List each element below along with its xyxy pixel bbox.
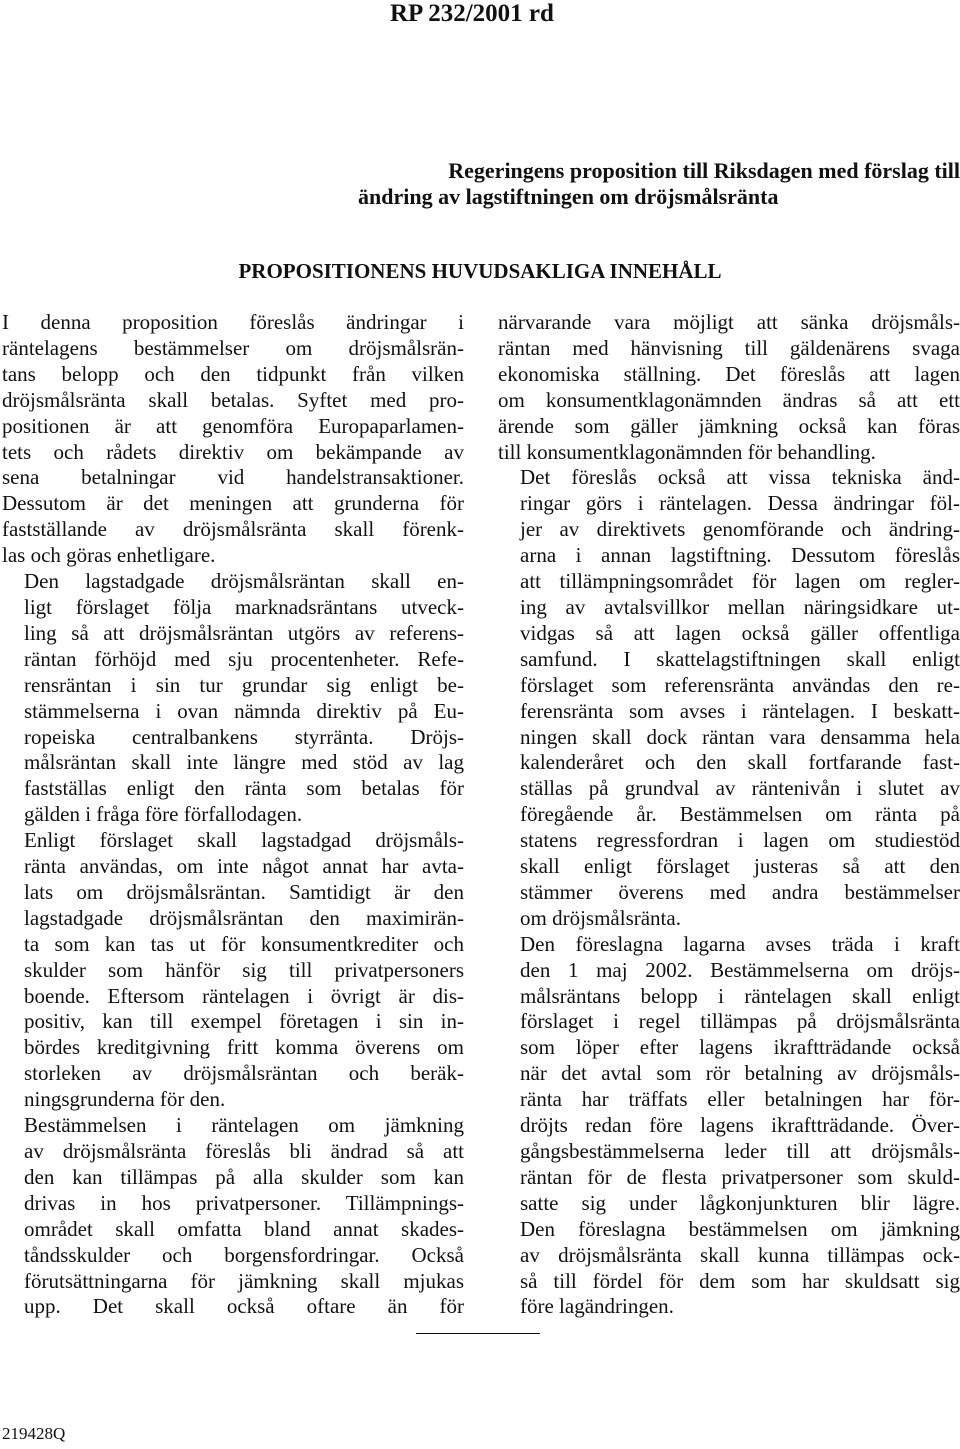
text-line: ta som kan tas ut för konsumentkrediter och <box>24 931 464 956</box>
text-line: skulder som hänför sig till privatpersoners <box>24 957 464 982</box>
left-column <box>2 310 464 1320</box>
title-line-1: Regeringens proposition till Riksdagen med förslag till <box>448 158 960 183</box>
section-heading: PROPOSITIONENS HUVUDSAKLIGA INNEHÅLL <box>238 259 722 283</box>
text-line: förslaget i regel tillämpas på dröjsmålsränta <box>520 1009 960 1034</box>
left-paragraph-3 <box>2 828 464 1113</box>
text-line: tans belopp och den tidpunkt från vilken <box>2 361 464 386</box>
text-line: den 1 maj 2002. Bestämmelserna om dröjs- <box>520 957 960 982</box>
text-line: ärende som gäller jämkning också kan föras <box>498 413 960 438</box>
title-line-2: ändring av lagstiftningen om dröjsmålsränta <box>358 184 779 209</box>
text-line: vidgas så att lagen också gäller offentliga <box>520 620 960 645</box>
text-line: samfund. I skattelagstiftningen skall enligt <box>520 646 960 671</box>
text-line: Enligt förslaget skall lagstadgad dröjsmåls- <box>24 828 464 853</box>
text-line: tåndsskulder och borgensfordringar. Också <box>24 1242 464 1267</box>
text-line: så till fördel för dem som har skuldsatt sig <box>520 1268 960 1293</box>
text-line: arna i annan lagstiftning. Dessutom föreslås <box>520 543 960 568</box>
text-line: Den föreslagna bestämmelsen om jämkning <box>520 1216 960 1241</box>
text-line: statens regressfordran i lagen om studiestöd <box>520 828 960 853</box>
text-line: positiv, kan till exempel företagen i sin in- <box>24 1009 464 1034</box>
text-line: till konsumentklagonämnden för behandling. <box>498 439 876 464</box>
text-line: upp. Det skall också oftare än för <box>24 1294 464 1319</box>
text-line: storleken av dröjsmålsräntan och beräk- <box>24 1061 464 1086</box>
text-line: när det avtal som rör betalning av dröjsmåls- <box>520 1061 960 1086</box>
text-line: I denna proposition föreslås ändringar i <box>2 310 464 334</box>
left-paragraph-1 <box>2 310 464 569</box>
text-line: ringar görs i räntelagen. Dessa ändringar föl- <box>520 491 960 516</box>
text-line: Bestämmelsen i räntelagen om jämkning <box>24 1113 464 1138</box>
text-line: ränta användas, om inte något annat har avta- <box>24 854 464 879</box>
text-line: bördes kreditgivning fritt komma överens om <box>24 1035 464 1060</box>
text-line: ing av avtalsvillkor mellan näringsidkare ut- <box>520 594 960 619</box>
print-code: 219428Q <box>2 1424 66 1443</box>
text-line: Den lagstadgade dröjsmålsräntan skall en- <box>24 569 464 594</box>
text-line: målsräntans belopp i räntelagen skall enligt <box>520 983 960 1008</box>
right-column <box>498 310 960 1320</box>
text-line: ningen skall dock räntan vara densamma hela <box>520 724 960 749</box>
text-line: ränta har träffats eller betalningen har för- <box>520 1087 960 1112</box>
text-line: rensräntan i sin tur grundar sig enligt be- <box>24 672 464 697</box>
text-line: tets och rådets direktiv om bekämpande av <box>2 439 464 464</box>
left-paragraph-2 <box>2 569 464 828</box>
text-line: Det föreslås också att vissa tekniska änd- <box>520 465 960 490</box>
text-line: fastställande av dröjsmålsränta skall förenk- <box>2 517 464 542</box>
right-paragraph-3 <box>498 932 960 1321</box>
text-line: skall enligt förslaget justeras så att den <box>520 854 960 879</box>
text-line: satte sig under lågkonjunkturen blir lägre. <box>520 1190 960 1215</box>
text-line: boende. Eftersom räntelagen i övrigt är dis- <box>24 983 464 1008</box>
text-line: drivas in hos privatpersoner. Tillämpnings- <box>24 1190 464 1215</box>
right-paragraph-2 <box>498 465 960 931</box>
text-line: dröjsmålsränta skall betalas. Syftet med pro- <box>2 387 464 412</box>
text-line: om dröjsmålsränta. <box>520 905 681 930</box>
text-line: fastställas enligt den ränta som betalas för <box>24 776 464 801</box>
left-paragraph-4 <box>2 1113 464 1320</box>
text-line: området skall omfatta bland annat skades- <box>24 1216 464 1241</box>
footnote-rule <box>416 1333 540 1334</box>
text-line: målsräntan skall inte längre med stöd av lag <box>24 750 464 775</box>
text-line: ningsgrunderna för den. <box>24 1087 226 1112</box>
text-line: kalenderåret och den skall fortfarande fast- <box>520 750 960 775</box>
text-line: stämmer överens med andra bestämmelser <box>520 879 960 904</box>
proposition-title <box>358 158 960 210</box>
text-line: gälden i fråga före förfallodagen. <box>24 802 303 827</box>
text-line: ropeiska centralbankens styrränta. Dröjs- <box>24 724 464 749</box>
text-line: förslaget som referensränta användas den re- <box>520 672 960 697</box>
text-line: av dröjsmålsränta skall kunna tillämpas ock- <box>520 1242 960 1267</box>
text-line: Den föreslagna lagarna avses träda i kraft <box>520 931 960 956</box>
text-line: före lagändringen. <box>520 1294 674 1319</box>
text-line: dröjts redan före lagens ikraftträdande. Över- <box>520 1113 960 1138</box>
text-line: ställas på grundval av räntenivån i slutet av <box>520 776 960 801</box>
document-id: RP 232/2001 rd <box>390 0 554 27</box>
text-line: positionen är att genomföra Europaparlamen- <box>2 413 464 438</box>
text-line: den kan tillämpas på alla skulder som kan <box>24 1164 464 1189</box>
text-line: ekonomiska ställning. Det föreslås att lagen <box>498 361 960 386</box>
text-line: räntan för de flesta privatpersoner som skuld- <box>520 1164 960 1189</box>
text-line: av dröjsmålsränta föreslås bli ändrad så att <box>24 1139 464 1163</box>
text-line: föregående år. Bestämmelsen om ränta på <box>520 802 960 827</box>
text-line: Dessutom är det meningen att grunderna för <box>2 491 464 516</box>
text-line: ligt förslaget följa marknadsräntans utveck- <box>24 594 464 619</box>
text-line: räntan förhöjd med sju procentenheter. Refe- <box>24 646 464 671</box>
text-line: som löper efter lagens ikraftträdande också <box>520 1035 960 1060</box>
right-paragraph-1 <box>498 310 960 465</box>
text-line: jer av direktivets genomförande och ändring- <box>520 517 960 542</box>
text-line: sena betalningar vid handelstransaktioner. <box>2 465 464 490</box>
text-line: lagstadgade dröjsmålsräntan den maximirän- <box>24 905 464 930</box>
text-line: om konsumentklagonämnden ändras så att ett <box>498 387 960 412</box>
text-line: räntelagens bestämmelser om dröjsmålsrän- <box>2 335 464 360</box>
text-line: ferensränta som avses i räntelagen. I beskatt- <box>520 698 960 723</box>
text-line: att tillämpningsområdet för lagen om regler- <box>520 569 960 594</box>
text-line: stämmelserna i ovan nämnda direktiv på Eu- <box>24 698 464 723</box>
text-line: ling så att dröjsmålsräntan utgörs av referens- <box>24 620 464 645</box>
text-line: las och göras enhetligare. <box>2 543 216 568</box>
text-line: lats om dröjsmålsräntan. Samtidigt är den <box>24 879 464 904</box>
text-line: gångsbestämmelserna leder till att dröjsmåls- <box>520 1139 960 1163</box>
text-line: räntan med hänvisning till gäldenärens svaga <box>498 335 960 360</box>
text-line: närvarande vara möjligt att sänka dröjsmåls- <box>498 310 960 334</box>
text-line: förutsättningarna för jämkning skall mjukas <box>24 1268 464 1293</box>
